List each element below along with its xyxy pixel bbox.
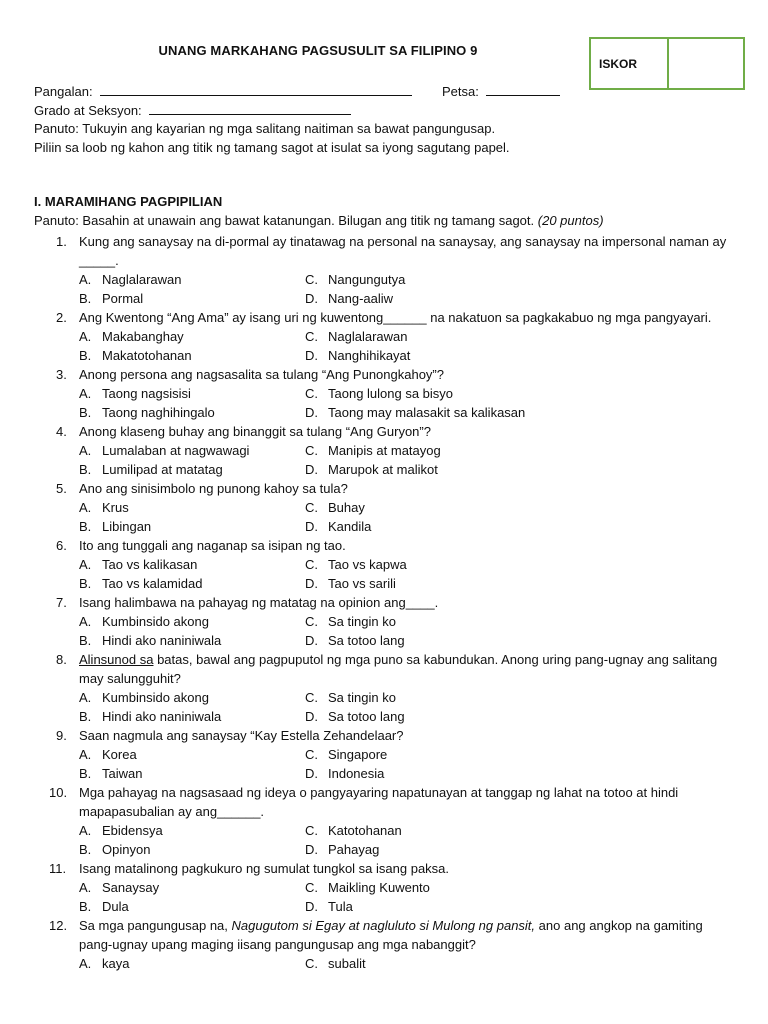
option-text: Nang-aaliw: [328, 291, 394, 306]
answer-option: [305, 574, 565, 593]
option-text: Taong nagsisisi: [102, 386, 191, 401]
question-text: [79, 916, 734, 954]
answer-option: [79, 954, 305, 973]
answer-option: [305, 555, 565, 574]
question-text-body: batas, bawal ang pagpuputol ng mga puno sa kabundukan. Anong uring pang-ugnay ang salitang may salungguhit?: [79, 652, 718, 686]
option-text: Taong lulong sa bisyo: [328, 386, 454, 401]
option-letter: D.: [305, 519, 318, 534]
option-text: Sa totoo lang: [328, 633, 405, 648]
option-text: Korea: [102, 747, 137, 762]
option-letter: B.: [79, 842, 92, 857]
answer-option: [79, 764, 305, 783]
section-direction: [34, 213, 604, 228]
question-item: [34, 479, 734, 536]
answer-options: [79, 745, 734, 783]
question-text: [79, 365, 734, 384]
question-number: 2.: [56, 310, 67, 325]
option-letter: A.: [79, 690, 92, 705]
answer-option: [79, 840, 305, 859]
answer-option: [79, 707, 305, 726]
option-text: Tao vs kapwa: [328, 557, 407, 572]
answer-option: [305, 897, 565, 916]
answer-option: [79, 574, 305, 593]
question-item: [34, 783, 734, 859]
option-letter: D.: [305, 462, 318, 477]
option-text: Maikling Kuwento: [328, 880, 430, 895]
option-letter: A.: [79, 557, 92, 572]
option-text: Naglalarawan: [102, 272, 182, 287]
name-blank-line: [100, 81, 412, 96]
option-text: Tao vs kalamidad: [102, 576, 203, 591]
option-text: Nanghihikayat: [328, 348, 411, 363]
answer-option: [79, 327, 305, 346]
option-letter: B.: [79, 291, 92, 306]
option-letter: B.: [79, 576, 92, 591]
option-letter: C.: [305, 614, 318, 629]
option-letter: A.: [79, 747, 92, 762]
option-letter: C.: [305, 443, 318, 458]
answer-option: [79, 688, 305, 707]
question-item: [34, 916, 734, 973]
answer-option: [79, 897, 305, 916]
question-item: [34, 232, 734, 308]
answer-option: [79, 498, 305, 517]
option-letter: B.: [79, 405, 92, 420]
option-letter: B.: [79, 633, 92, 648]
answer-option: [305, 517, 565, 536]
question-text-body: Anong persona ang nagsasalita sa tulang “Ang Punongkahoy”?: [79, 367, 444, 382]
question-text-body: ano ang angkop na gamiting pang-ugnay upang maging iisang pangungusap ang mga nabanggit?: [79, 918, 703, 952]
section-title: I. MARAMIHANG PAGPIPILIAN: [34, 194, 223, 209]
question-number: 9.: [56, 728, 67, 743]
option-text: Sa tingin ko: [328, 690, 396, 705]
question-text: [79, 308, 734, 327]
grade-blank-line: [149, 100, 351, 115]
question-text: [79, 536, 734, 555]
option-text: Sa totoo lang: [328, 709, 405, 724]
question-item: [34, 536, 734, 593]
option-letter: D.: [305, 405, 318, 420]
option-text: Kumbinsido akong: [102, 690, 209, 705]
option-letter: A.: [79, 329, 92, 344]
option-letter: C.: [305, 557, 318, 572]
option-text: Opinyon: [102, 842, 151, 857]
answer-options: [79, 441, 734, 479]
option-letter: A.: [79, 272, 92, 287]
option-text: Tula: [328, 899, 353, 914]
answer-option: [79, 631, 305, 650]
date-blank-line: [486, 81, 560, 96]
option-text: kaya: [102, 956, 130, 971]
answer-option: [79, 403, 305, 422]
option-letter: C.: [305, 880, 318, 895]
question-number: 8.: [56, 652, 67, 667]
answer-option: [79, 612, 305, 631]
option-letter: D.: [305, 348, 318, 363]
exam-title: UNANG MARKAHANG PAGSUSULIT SA FILIPINO 9: [158, 43, 478, 58]
question-text-body: Kung ang sanaysay na di-pormal ay tinatawag na personal na sanaysay, ang sanaysay na impersonal naman ay _____.: [79, 234, 727, 268]
answer-options: [79, 555, 734, 593]
question-list: [34, 232, 734, 973]
option-letter: C.: [305, 747, 318, 762]
answer-option: [79, 441, 305, 460]
section-points: (20 puntos): [537, 213, 604, 228]
option-text: Taong may malasakit sa kalikasan: [328, 405, 526, 420]
answer-options: [79, 688, 734, 726]
option-letter: D.: [305, 291, 318, 306]
question-item: [34, 422, 734, 479]
option-text: Kumbinsido akong: [102, 614, 209, 629]
option-text: Sa tingin ko: [328, 614, 396, 629]
instructions: [34, 119, 534, 157]
option-text: Marupok at malikot: [328, 462, 438, 477]
answer-option: [305, 745, 565, 764]
question-number: 3.: [56, 367, 67, 382]
option-text: Makabanghay: [102, 329, 184, 344]
grade-label: Grado at Seksyon:: [34, 103, 142, 118]
option-letter: B.: [79, 519, 92, 534]
question-number: 1.: [56, 234, 67, 249]
question-text-body: Mga pahayag na nagsasaad ng ideya o pangyayaring napatunayan at tanggap ng lahat na totoo at hindi mapapasubalian ay ang______.: [79, 785, 679, 819]
option-letter: C.: [305, 272, 318, 287]
answer-option: [305, 612, 565, 631]
question-number: 5.: [56, 481, 67, 496]
date-field-row: [442, 81, 560, 101]
option-letter: A.: [79, 880, 92, 895]
option-text: Naglalarawan: [328, 329, 408, 344]
option-text: Makatotohanan: [102, 348, 192, 363]
answer-option: [79, 555, 305, 574]
option-letter: A.: [79, 614, 92, 629]
option-letter: B.: [79, 899, 92, 914]
question-number: 12.: [49, 918, 68, 933]
answer-option: [305, 346, 565, 365]
option-letter: D.: [305, 899, 318, 914]
underlined-phrase: Alinsunod sa: [79, 652, 154, 667]
answer-option: [305, 460, 565, 479]
answer-options: [79, 384, 734, 422]
answer-option: [305, 688, 565, 707]
option-text: subalit: [328, 956, 366, 971]
answer-option: [305, 403, 565, 422]
answer-option: [79, 384, 305, 403]
question-text: [79, 859, 734, 878]
answer-option: [305, 441, 565, 460]
option-letter: D.: [305, 842, 318, 857]
answer-options: [79, 270, 734, 308]
answer-option: [79, 745, 305, 764]
answer-option: [305, 631, 565, 650]
answer-option: [305, 840, 565, 859]
option-text: Singapore: [328, 747, 388, 762]
option-letter: C.: [305, 690, 318, 705]
question-number: 7.: [56, 595, 67, 610]
option-text: Hindi ako naniniwala: [102, 709, 222, 724]
answer-option: [305, 821, 565, 840]
answer-option: [305, 270, 565, 289]
option-text: Lumilipad at matatag: [102, 462, 223, 477]
question-number: 10.: [49, 785, 68, 800]
answer-options: [79, 612, 734, 650]
instructions-line-1: Panuto: Tukuyin ang kayarian ng mga salitang naitiman sa bawat pangungusap.: [34, 121, 496, 136]
question-item: [34, 593, 734, 650]
question-number: 6.: [56, 538, 67, 553]
option-letter: C.: [305, 329, 318, 344]
answer-options: [79, 498, 734, 536]
italic-sentence: Nagugutom si Egay at nagluluto si Mulong ng pansit,: [231, 918, 536, 933]
answer-option: [79, 270, 305, 289]
question-text: [79, 593, 734, 612]
option-text: Taiwan: [102, 766, 143, 781]
score-label: ISKOR: [591, 39, 669, 88]
option-text: Pormal: [102, 291, 144, 306]
option-letter: B.: [79, 709, 92, 724]
option-text: Katotohanan: [328, 823, 402, 838]
option-text: Indonesia: [328, 766, 385, 781]
question-number: 4.: [56, 424, 67, 439]
option-letter: A.: [79, 386, 92, 401]
option-text: Tao vs sarili: [328, 576, 396, 591]
answer-option: [305, 878, 565, 897]
option-text: Lumalaban at nagwawagi: [102, 443, 250, 458]
option-text: Dula: [102, 899, 129, 914]
answer-option: [79, 517, 305, 536]
option-text: Pahayag: [328, 842, 380, 857]
option-letter: B.: [79, 462, 92, 477]
question-item: [34, 365, 734, 422]
option-letter: A.: [79, 956, 92, 971]
option-text: Buhay: [328, 500, 365, 515]
answer-option: [305, 498, 565, 517]
option-text: Kandila: [328, 519, 372, 534]
option-text: Krus: [102, 500, 129, 515]
name-label: Pangalan:: [34, 84, 93, 99]
option-letter: C.: [305, 500, 318, 515]
option-text: Ebidensya: [102, 823, 163, 838]
score-value-cell: [669, 39, 743, 88]
question-text: [79, 232, 734, 270]
option-letter: B.: [79, 348, 92, 363]
question-text: [79, 783, 734, 821]
question-text-body: Ano ang sinisimbolo ng punong kahoy sa tula?: [79, 481, 348, 496]
question-item: [34, 650, 734, 726]
answer-option: [79, 821, 305, 840]
option-text: Sanaysay: [102, 880, 160, 895]
option-text: Taong naghihingalo: [102, 405, 215, 420]
option-text: Tao vs kalikasan: [102, 557, 198, 572]
question-text-body: Ang Kwentong “Ang Ama” ay isang uri ng kuwentong______ na nakatuon sa pagkakabuo ng mga pangyayari.: [79, 310, 712, 325]
section-direction-text: Panuto: Basahin at unawain ang bawat katanungan. Bilugan ang titik ng tamang sagot.: [34, 213, 535, 228]
answer-option: [305, 384, 565, 403]
answer-options: [79, 954, 734, 973]
answer-options: [79, 878, 734, 916]
question-text: [79, 726, 734, 745]
option-text: Hindi ako naniniwala: [102, 633, 222, 648]
option-text: Nangungutya: [328, 272, 406, 287]
question-number: 11.: [49, 861, 67, 876]
name-field-row: [34, 81, 412, 101]
question-text-body: Saan nagmula ang sanaysay “Kay Estella Zehandelaar?: [79, 728, 404, 743]
answer-option: [305, 764, 565, 783]
answer-option: [79, 346, 305, 365]
option-text: Libingan: [102, 519, 152, 534]
option-text: Manipis at matayog: [328, 443, 441, 458]
option-letter: C.: [305, 956, 318, 971]
option-letter: C.: [305, 823, 318, 838]
option-letter: A.: [79, 823, 92, 838]
question-text-pre: Sa mga pangungusap na,: [79, 918, 232, 933]
answer-option: [79, 289, 305, 308]
instructions-line-2: Piliin sa loob ng kahon ang titik ng tamang sagot at isulat sa iyong sagutang papel.: [34, 140, 510, 155]
question-text: [79, 422, 734, 441]
option-letter: D.: [305, 576, 318, 591]
answer-options: [79, 327, 734, 365]
answer-option: [79, 878, 305, 897]
answer-option: [305, 289, 565, 308]
option-letter: A.: [79, 500, 92, 515]
question-item: [34, 859, 734, 916]
question-text-body: Ito ang tunggali ang naganap sa isipan ng tao.: [79, 538, 346, 553]
question-item: [34, 308, 734, 365]
option-letter: D.: [305, 709, 318, 724]
question-item: [34, 726, 734, 783]
option-letter: D.: [305, 633, 318, 648]
question-text-body: Isang halimbawa na pahayag ng matatag na opinion ang____.: [79, 595, 439, 610]
question-text: [79, 650, 734, 688]
answer-option: [305, 707, 565, 726]
answer-option: [305, 954, 565, 973]
question-text: [79, 479, 734, 498]
answer-options: [79, 821, 734, 859]
score-box: [589, 37, 745, 90]
option-letter: A.: [79, 443, 92, 458]
option-letter: C.: [305, 386, 318, 401]
grade-field-row: [34, 100, 351, 120]
option-letter: B.: [79, 766, 92, 781]
question-text-body: Isang matalinong pagkukuro ng sumulat tungkol sa isang paksa.: [79, 861, 450, 876]
answer-option: [79, 460, 305, 479]
answer-option: [305, 327, 565, 346]
option-letter: D.: [305, 766, 318, 781]
question-text-body: Anong klaseng buhay ang binanggit sa tulang “Ang Guryon”?: [79, 424, 431, 439]
date-label: Petsa:: [442, 84, 479, 99]
